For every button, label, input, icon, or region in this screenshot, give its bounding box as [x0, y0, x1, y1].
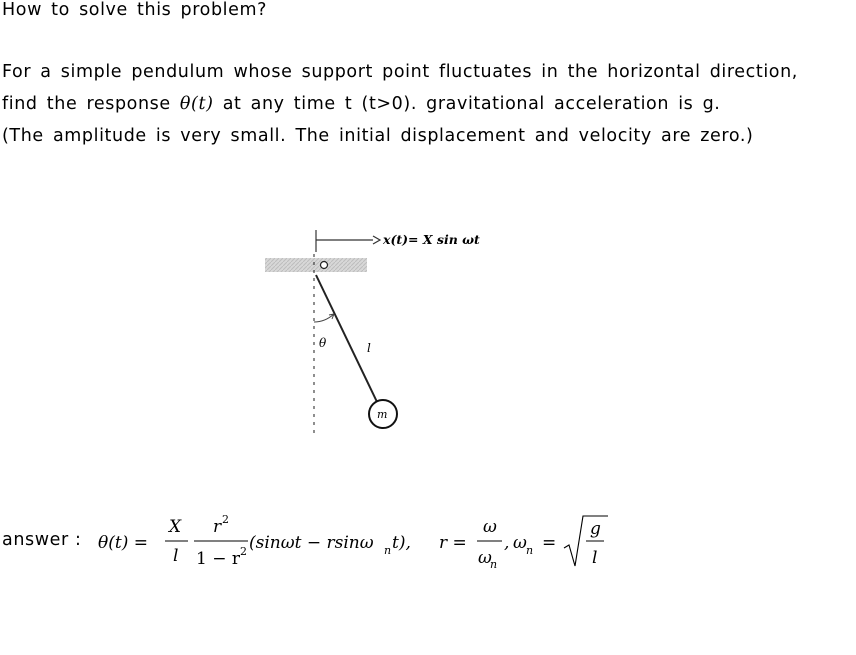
r-numerator: ω [483, 517, 497, 537]
paren-tail: t), [392, 533, 411, 553]
pendulum-figure [255, 218, 535, 440]
length-label: l [367, 341, 371, 355]
support-beam [265, 258, 367, 272]
frac1-denominator: l [173, 546, 179, 566]
r-denominator-sub: n [490, 558, 498, 571]
mass-label: m [377, 408, 388, 421]
frac2-denominator: 1 − r [196, 549, 240, 569]
frac2-denominator-exp: 2 [240, 545, 247, 558]
sqrt-numerator: g [590, 519, 601, 539]
wn-lhs: ω [513, 533, 527, 553]
frac1-numerator: X [169, 517, 182, 537]
frac2-numerator: r [213, 517, 222, 537]
angle-arc [314, 314, 334, 322]
comma: , [504, 533, 510, 553]
r-lhs: r = [439, 533, 467, 553]
problem-line-2 [2, 94, 720, 114]
problem-line-1: For a simple pendulum whose support point fluctuates in the horizontal direction, [2, 62, 798, 82]
wn-sub: n [526, 544, 534, 557]
excitation-label: x(t)= X sin ωt [383, 232, 480, 247]
answer-lhs: θ(t) = [98, 533, 148, 553]
problem-line-2-end: at any time t (t>0). gravitational acceleration is g. [213, 94, 721, 114]
frac2-numerator-exp: 2 [222, 513, 229, 526]
answer-label: answer : [2, 530, 82, 550]
sqrt-denominator: l [592, 548, 598, 568]
question-text: How to solve this problem? [2, 0, 268, 20]
problem-line-2-start: find the response [2, 94, 180, 114]
answer-formula [2, 508, 642, 578]
r-denominator: ω [478, 548, 492, 568]
angle-label: θ [319, 336, 327, 350]
excitation-arrow-head [373, 236, 380, 244]
answer-row [2, 508, 642, 578]
paren-expression: (sinωt − rsinω [249, 533, 374, 553]
wn-equals: = [542, 533, 557, 553]
problem-line-3: (The amplitude is very small. The initial displacement and velocity are zero.) [2, 126, 754, 146]
pivot-circle [321, 262, 328, 269]
response-symbol: θ(t) [179, 94, 214, 114]
paren-subscript: n [384, 544, 392, 557]
